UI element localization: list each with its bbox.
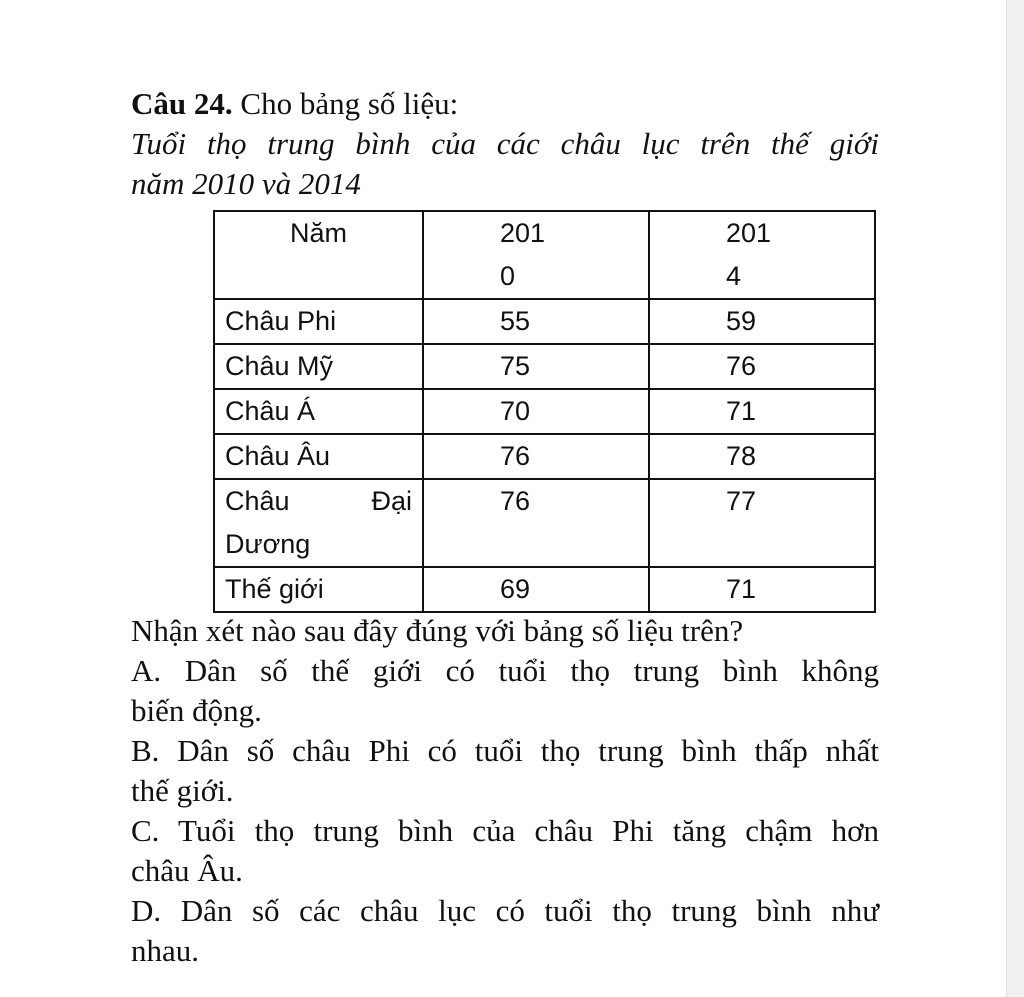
vertical-scrollbar[interactable] [1006,0,1024,997]
header-2014: 201 4 [649,211,875,299]
option-d: D. Dân số các châu lục có tuổi thọ trung bình như [131,893,879,928]
table-caption-line2: năm 2010 và 2014 [131,166,361,201]
row-name: Châu Á [214,389,423,434]
cell-2010: 70 [423,389,649,434]
cell-2014: 71 [649,389,875,434]
table-row [214,389,875,434]
cell-2010: 69 [423,567,649,612]
cell-2014: 78 [649,434,875,479]
table-row [214,299,875,344]
cell-2014: 77 [649,479,875,567]
header-2010: 201 0 [423,211,649,299]
question-header [131,84,879,204]
option-c: C. Tuổi thọ trung bình của châu Phi tăng chậm hơn [131,813,879,848]
question-prompt: Nhận xét nào sau đây đúng với bảng số liệu trên? [131,613,744,648]
option-b: B. Dân số châu Phi có tuổi thọ trung bình thấp nhất [131,733,879,768]
cell-2010: 75 [423,344,649,389]
life-expectancy-table [213,210,876,613]
table-row [214,344,875,389]
question-title [131,84,879,124]
cell-2010: 55 [423,299,649,344]
row-name: Châu Âu [214,434,423,479]
cell-2014: 71 [649,567,875,612]
option-d-cont: nhau. [131,933,200,968]
question-intro: Cho bảng số liệu: [240,86,459,121]
cell-2014: 76 [649,344,875,389]
option-a: A. Dân số thế giới có tuổi thọ trung bình không [131,653,879,688]
cell-2014: 59 [649,299,875,344]
question-number: Câu 24. [131,86,233,121]
table-caption-line1: Tuổi thọ trung bình của các châu lục trên thế giới [131,126,879,161]
table-row [214,479,875,567]
option-b-cont: thế giới. [131,773,234,808]
row-name: Châu Mỹ [214,344,423,389]
header-year-label: Năm [214,211,423,299]
row-name: Châu Đại Dương [214,479,423,567]
table-row [214,434,875,479]
cell-2010: 76 [423,479,649,567]
table-row [214,567,875,612]
cell-2010: 76 [423,434,649,479]
row-name: Thế giới [214,567,423,612]
row-name: Châu Phi [214,299,423,344]
option-c-cont: châu Âu. [131,853,243,888]
option-a-cont: biến động. [131,693,262,728]
question-body [131,611,879,971]
table-header-row [214,211,875,299]
